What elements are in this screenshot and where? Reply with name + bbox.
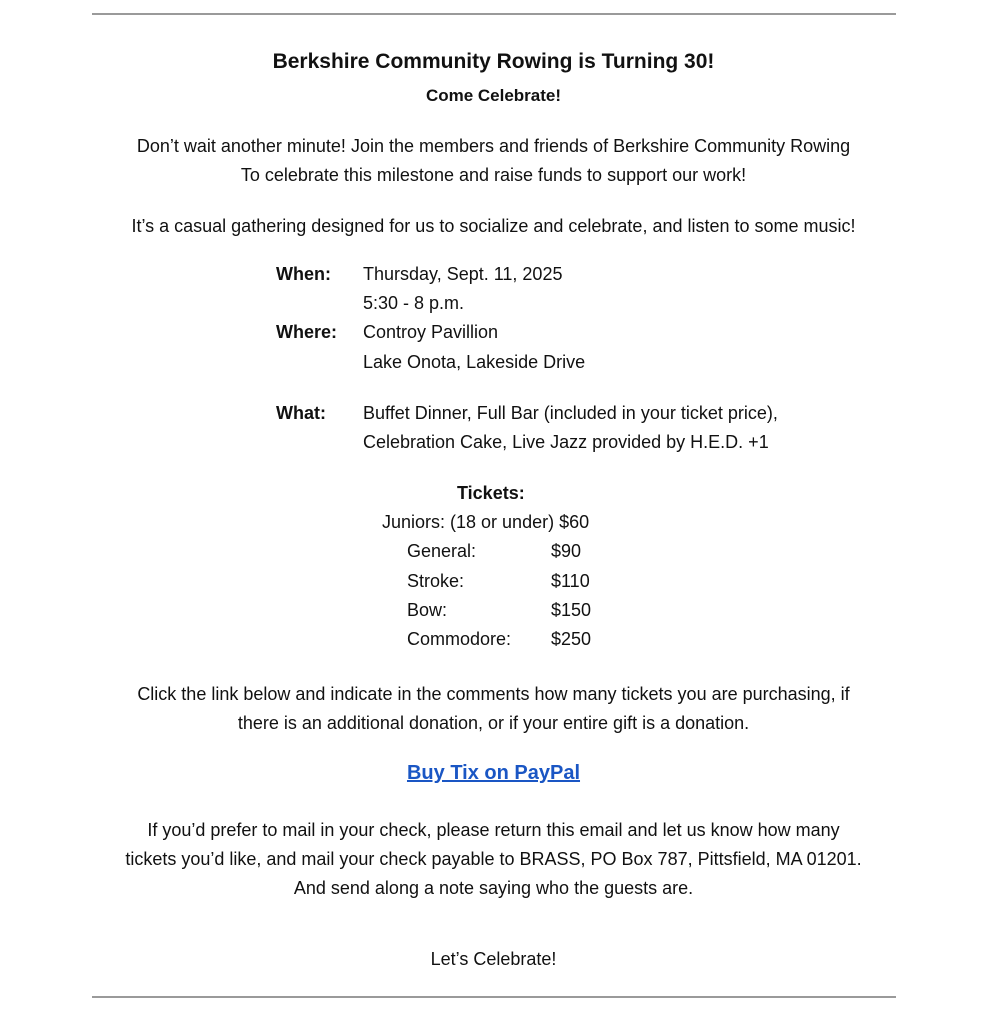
event-address: Lake Onota, Lakeside Drive: [363, 352, 586, 372]
intro-line-2: To celebrate this milestone and raise funds to support our work!: [240, 165, 747, 185]
tier-stroke-name: Stroke:: [407, 571, 465, 591]
intro-paragraph: [0, 132, 987, 190]
event-subtitle: Come Celebrate!: [425, 86, 562, 105]
mail-paragraph: [0, 816, 987, 903]
instructions-line-1: Click the link below and indicate in the comments how many tickets you are purchasing, if: [137, 684, 850, 704]
mail-line-1: If you’d prefer to mail in your check, please return this email and let us know how many: [147, 820, 840, 840]
event-title: Berkshire Community Rowing is Turning 30!: [272, 50, 715, 73]
tier-general-price: $90: [551, 541, 582, 561]
tickets-heading: Tickets:: [457, 483, 525, 503]
closing-text: Let’s Celebrate!: [430, 949, 557, 969]
what-label: What:: [276, 403, 326, 423]
event-time: 5:30 - 8 p.m.: [363, 293, 465, 313]
paypal-link[interactable]: Buy Tix on PayPal: [406, 762, 581, 784]
tier-stroke-price: $110: [551, 571, 590, 591]
tier-bow-name: Bow:: [407, 600, 448, 620]
casual-gathering-text: It’s a casual gathering designed for us to socialize and celebrate, and listen to some music!: [131, 216, 856, 236]
intro-line-1: Don’t wait another minute! Join the members and friends of Berkshire Community Rowing: [136, 136, 851, 156]
bottom-divider: [92, 996, 896, 998]
tier-general-name: General:: [407, 541, 477, 561]
paypal-link-row: [0, 762, 987, 785]
where-label: Where:: [276, 322, 338, 342]
tier-commodore-name: Commodore:: [407, 629, 512, 649]
what-line-2: Celebration Cake, Live Jazz provided by H.E.D. +1: [363, 432, 769, 452]
what-line-1: Buffet Dinner, Full Bar (included in your ticket price),: [363, 403, 778, 423]
instructions-line-2: there is an additional donation, or if your entire gift is a donation.: [237, 713, 750, 733]
tier-bow-price: $150: [551, 600, 592, 620]
when-label: When:: [276, 264, 331, 284]
event-date: Thursday, Sept. 11, 2025: [363, 264, 563, 284]
tier-commodore-price: $250: [551, 629, 592, 649]
instructions-paragraph: [0, 680, 987, 738]
juniors-ticket: Juniors: (18 or under) $60: [382, 512, 590, 532]
mail-line-3: And send along a note saying who the guests are.: [293, 878, 694, 898]
top-divider: [92, 13, 896, 15]
mail-line-2: tickets you’d like, and mail your check payable to BRASS, PO Box 787, Pittsfield, MA 01201.: [125, 849, 862, 869]
event-venue: Controy Pavillion: [363, 322, 499, 342]
